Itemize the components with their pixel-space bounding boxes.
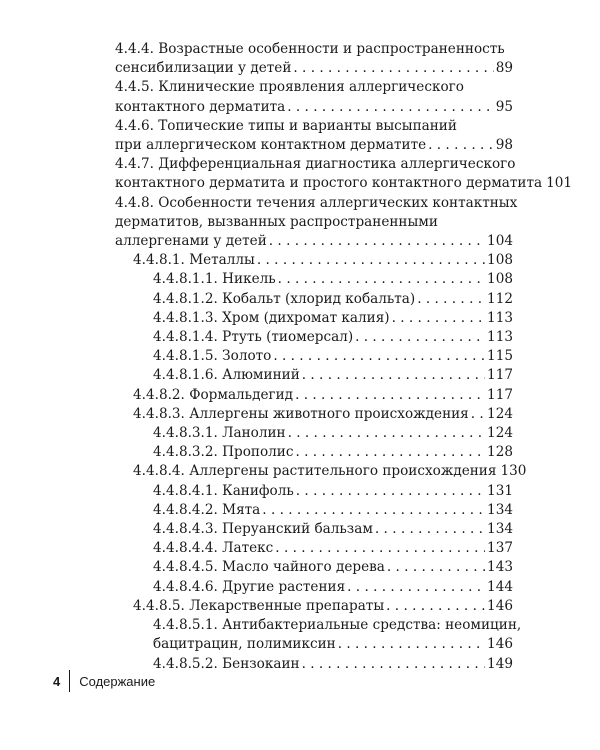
toc-entry-title-line: 4.4.8.5.1. Антибактериальные средства: неомицин, <box>153 617 522 634</box>
toc-entry[interactable] <box>115 462 527 481</box>
toc-entry[interactable] <box>115 539 513 558</box>
page-number: 4 <box>53 673 61 689</box>
dot-leader <box>428 136 494 155</box>
toc-entry[interactable] <box>115 424 513 443</box>
toc-entry[interactable] <box>115 578 513 597</box>
dot-leader <box>302 366 485 385</box>
toc-entry[interactable] <box>115 155 573 193</box>
toc-entry-title: аллергенами у детей <box>115 233 267 250</box>
dot-leader <box>375 520 485 539</box>
toc-entry-title-line: 4.4.4. Возрастные особенности и распространенность <box>115 41 505 57</box>
toc-entry[interactable] <box>115 597 513 616</box>
toc-page-number: 104 <box>487 233 513 250</box>
toc-entry-line <box>153 290 513 309</box>
toc-entry-line <box>153 270 513 289</box>
toc-entry[interactable] <box>115 290 513 309</box>
toc-entry[interactable] <box>115 386 513 405</box>
dot-leader <box>338 635 485 654</box>
toc-entry-title-line: 4.4.6. Топические типы и варианты высыпаний <box>115 117 457 134</box>
toc-page-number: 149 <box>487 655 513 672</box>
running-title: Содержание <box>79 673 156 689</box>
toc-entry-line <box>133 386 513 405</box>
toc-entry-title: 4.4.8.3. Аллергены животного происхождения <box>133 405 469 422</box>
toc-entry-title: 4.4.8.1.2. Кобальт (хлорид кобальта) <box>153 290 416 307</box>
toc-entry-title: 4.4.8.4.2. Мята <box>153 501 261 518</box>
toc-entry-line <box>115 174 573 193</box>
toc-entry[interactable] <box>115 270 513 289</box>
toc-page-number: 134 <box>487 521 513 538</box>
toc-entry-line <box>153 655 513 674</box>
toc-entry-line <box>133 405 513 424</box>
toc-entry-title: 4.4.8.4. Аллергены растительного происхождения <box>133 463 497 480</box>
toc-entry-title: 4.4.8.5. Лекарственные препараты <box>133 597 385 614</box>
toc-entry-line <box>115 98 513 117</box>
toc-page-number: 146 <box>487 636 513 653</box>
toc-entry[interactable] <box>115 328 513 347</box>
dot-leader <box>471 405 485 424</box>
dot-leader <box>295 386 485 405</box>
toc-entry-line <box>153 539 513 558</box>
toc-entry-line <box>133 251 513 270</box>
toc-page-number: 134 <box>487 501 513 518</box>
toc-entry-title-line: 4.4.7. Дифференциальная диагностика аллергического <box>115 156 516 173</box>
toc-page-number: 117 <box>487 386 513 403</box>
dot-leader <box>347 578 485 597</box>
toc-entry[interactable] <box>115 78 513 116</box>
toc-entry[interactable] <box>115 655 513 674</box>
toc-entry[interactable] <box>115 251 513 270</box>
toc-entry[interactable] <box>115 405 513 424</box>
toc-entry[interactable] <box>115 40 513 78</box>
dot-leader <box>287 98 493 117</box>
toc-entry-line <box>115 59 513 78</box>
toc-entry-title: контактного дерматита и простого контактного дерматита <box>115 175 543 192</box>
toc-page-number: 95 <box>495 98 513 115</box>
toc-entry-title: 4.4.8.4.3. Перуанский бальзам <box>153 521 373 538</box>
toc-entry-line <box>153 520 513 539</box>
dot-leader <box>278 270 485 289</box>
dot-leader <box>296 482 485 501</box>
toc-entry-title: 4.4.8.1. Металлы <box>133 252 255 269</box>
toc-page-number: 130 <box>500 463 527 480</box>
toc-entry[interactable] <box>115 443 513 462</box>
toc-entry-line <box>153 309 513 328</box>
toc-entry-title: бацитрацин, полимиксин <box>153 636 336 653</box>
toc-entry[interactable] <box>115 309 513 328</box>
toc-entry-title: при аллергическом контактном дерматите <box>115 137 427 154</box>
toc-entry-line <box>153 578 513 597</box>
dot-leader <box>288 424 485 443</box>
toc-entry-line <box>153 328 513 347</box>
toc-entry-title: 4.4.8.1.5. Золото <box>153 348 272 365</box>
dot-leader <box>417 290 485 309</box>
footer-divider <box>69 670 70 692</box>
toc-entry-line <box>115 136 513 155</box>
toc-entry-title-line: 4.4.5. Клинические проявления аллергического <box>115 79 464 96</box>
toc-entry-line <box>153 366 513 385</box>
toc-entry-line <box>153 443 513 462</box>
toc-entry-title: 4.4.8.3.1. Ланолин <box>153 425 286 442</box>
toc-entry-line <box>115 232 513 251</box>
table-of-contents <box>115 40 573 674</box>
toc-entry[interactable] <box>115 482 513 501</box>
toc-entry-title: 4.4.8.1.4. Ртуть (тиомерсал) <box>153 329 354 346</box>
dot-leader <box>386 597 485 616</box>
toc-entry-title: 4.4.8.2. Формальдегид <box>133 386 294 403</box>
toc-page-number: 98 <box>495 137 513 154</box>
toc-entry-line <box>153 482 513 501</box>
toc-entry-line <box>133 462 527 481</box>
toc-entry-line <box>133 597 513 616</box>
toc-page-number: 115 <box>487 348 513 365</box>
toc-entry-title: 4.4.8.1.1. Никель <box>153 271 276 288</box>
toc-entry-title: 4.4.8.3.2. Прополис <box>153 444 294 461</box>
toc-entry-title: 4.4.8.1.3. Хром (дихромат калия) <box>153 309 390 326</box>
dot-leader <box>257 251 485 270</box>
toc-entry-title-line: дерматитов, вызванных распространенными <box>115 213 438 230</box>
toc-page-number: 143 <box>487 559 513 576</box>
toc-page-number: 146 <box>487 597 513 614</box>
dot-leader <box>269 232 485 251</box>
dot-leader <box>275 539 485 558</box>
toc-page-number: 101 <box>546 175 573 192</box>
toc-entry-title: сенсибилизации у детей <box>115 60 292 77</box>
dot-leader <box>262 501 485 520</box>
toc-page-number: 117 <box>487 367 513 384</box>
toc-entry[interactable] <box>115 520 513 539</box>
toc-page-number: 128 <box>487 444 513 461</box>
dot-leader <box>392 309 485 328</box>
toc-entry[interactable] <box>115 501 513 520</box>
dot-leader <box>302 655 485 674</box>
toc-entry-line <box>153 635 513 654</box>
toc-entry-title: 4.4.8.1.6. Алюминий <box>153 367 300 384</box>
toc-page-number: 108 <box>487 271 513 288</box>
toc-entry-title: контактного дерматита <box>115 98 286 115</box>
dot-leader <box>293 59 493 78</box>
toc-entry-line <box>153 424 513 443</box>
dot-leader <box>295 443 485 462</box>
toc-entry-line <box>153 558 513 577</box>
toc-entry-title: 4.4.8.4.1. Канифоль <box>153 482 294 499</box>
dot-leader <box>273 347 485 366</box>
toc-page-number: 144 <box>487 578 513 595</box>
toc-page-number: 113 <box>487 329 513 346</box>
toc-page-number: 124 <box>487 425 513 442</box>
toc-entry[interactable] <box>115 558 513 577</box>
toc-entry-title: 4.4.8.4.5. Масло чайного дерева <box>153 559 385 576</box>
toc-entry-line <box>153 501 513 520</box>
toc-page-number: 131 <box>487 482 513 499</box>
toc-page-number: 112 <box>487 290 513 307</box>
toc-entry[interactable] <box>115 347 513 366</box>
dot-leader <box>387 558 485 577</box>
toc-entry-title-line: 4.4.8. Особенности течения аллергических контактных <box>115 194 518 211</box>
dot-leader <box>355 328 485 347</box>
toc-page-number: 113 <box>487 309 513 326</box>
toc-entry-title: 4.4.8.4.4. Латекс <box>153 540 274 557</box>
toc-page-number: 124 <box>487 405 513 422</box>
toc-entry[interactable] <box>115 194 518 252</box>
toc-entry-line <box>153 347 513 366</box>
toc-page-number: 89 <box>495 60 513 77</box>
toc-entry[interactable] <box>115 117 513 155</box>
toc-page-number: 108 <box>487 252 513 269</box>
toc-entry-title: 4.4.8.4.6. Другие растения <box>153 578 346 595</box>
toc-page-number: 137 <box>487 540 513 557</box>
page-footer <box>53 670 155 692</box>
toc-entry[interactable] <box>115 366 513 385</box>
toc-entry[interactable] <box>115 616 522 654</box>
toc-entry-title: 4.4.8.5.2. Бензокаин <box>153 655 300 672</box>
